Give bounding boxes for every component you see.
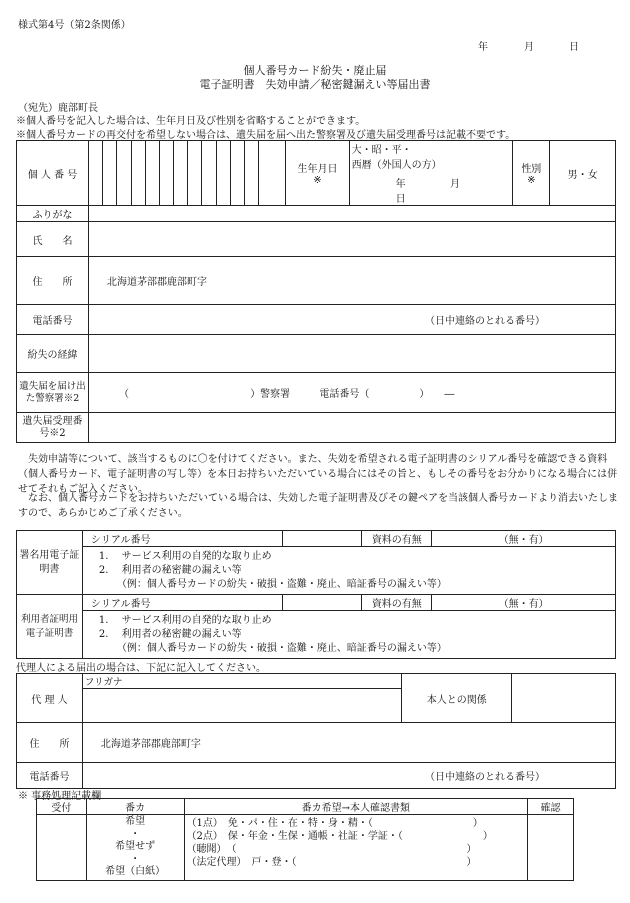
- addressee: （宛先）鹿部町長: [18, 103, 98, 114]
- birth-label: 生年月日: [297, 164, 338, 175]
- digit-box[interactable]: [174, 141, 188, 206]
- office-receipt-field[interactable]: [37, 815, 87, 881]
- sex-value[interactable]: 男・女: [550, 141, 616, 206]
- title-line2: 電子証明書 失効申請／秘密鍵漏えい等届出書: [199, 78, 431, 91]
- date-month-label: 月: [524, 42, 534, 53]
- office-h-docs: 番カ希望→本人確認書類: [184, 799, 528, 815]
- birth-year: 年: [395, 179, 406, 190]
- phone-note: （日中連絡のとれる番号）: [425, 316, 545, 327]
- police-close: ）警察署: [250, 389, 291, 400]
- banka-option-hope[interactable]: 希望: [125, 816, 146, 828]
- cert2-material-value[interactable]: （無・有）: [432, 595, 616, 611]
- office-h-confirm: 確認: [528, 799, 574, 815]
- agent-address-prefix: 北海道茅部郡鹿部町字: [100, 739, 201, 750]
- loss-label: 紛失の経緯: [17, 335, 89, 373]
- police-open: （: [119, 389, 129, 400]
- banka-dot-1: ・: [130, 828, 141, 840]
- cert1-items: [82, 547, 615, 595]
- police-field[interactable]: [89, 373, 616, 413]
- digit-box[interactable]: [145, 141, 159, 206]
- office-banka-cell: [86, 815, 184, 881]
- docs-line-4[interactable]: （法定代理） 戸・登・（ ）: [186, 857, 477, 868]
- name-field[interactable]: [89, 222, 616, 257]
- agent-furigana[interactable]: [82, 674, 401, 689]
- office-title: ※ 事務処理記載欄: [18, 791, 102, 802]
- note-1: ※個人番号を記入した場合は、生年月日及び性別を省略することができます。: [16, 116, 366, 127]
- furigana-field[interactable]: [89, 206, 616, 222]
- instruction-paragraph-2: なお、個人番号カードをお持ちいただいている場合は、失効した電子証明書及びその鍵ペアを当該個人番号カードより消去いたしますので、あらかじめご了承ください。: [18, 493, 618, 519]
- applicant-table: [16, 140, 616, 443]
- loss-field[interactable]: [89, 335, 616, 373]
- birth-value-cell[interactable]: [349, 141, 513, 206]
- cert1-label: 署名用電子証明書: [17, 531, 83, 595]
- docs-line-1[interactable]: （1点） 免・パ・住・在・特・身・精・（ ）: [186, 818, 483, 829]
- agent-relation-field[interactable]: [512, 674, 616, 723]
- era-options: 大・昭・平・: [351, 145, 412, 156]
- cert2-item-1[interactable]: 1. サービス利用の自発的な取り止め: [98, 614, 272, 626]
- kojin-bango-label: 個 人 番 号: [17, 141, 89, 206]
- instruction-paragraph-1: 失効申請等について、該当するものに〇を付けてください。また、失効を希望される電子証明書のシリアル番号を確認できる資料（個人番号カード、電子証明書の写し等）を本日お持ちいただいている場合にはその旨と、もしその番号をお分かりになる場合には併せてそれもご記入ください。: [18, 454, 618, 495]
- sex-mark: ※: [527, 175, 536, 186]
- receipt-label: 遺失届受理番号※2: [17, 413, 89, 443]
- banka-option-no[interactable]: 希望せず: [115, 841, 156, 853]
- birth-ymd: [352, 175, 511, 205]
- phone-label: 電話番号: [17, 305, 89, 335]
- agent-relation-label: 本人との関係: [402, 674, 512, 723]
- birth-month: 月: [449, 179, 460, 190]
- docs-line-3[interactable]: （聴聞） （ ）: [186, 844, 477, 855]
- address-prefix: 北海道茅部郡鹿部町字: [107, 277, 207, 288]
- banka-dot-2: ・: [130, 853, 141, 865]
- office-table: [36, 798, 574, 881]
- office-confirm-field[interactable]: [528, 815, 574, 881]
- phone-field[interactable]: [89, 305, 616, 335]
- docs-line-2[interactable]: （2点） 保・年金・生保・通帳・社証・学証・（ ）: [186, 831, 493, 842]
- agent-note: 代理人による届出の場合は、下記に記入してください。: [16, 663, 266, 674]
- birth-label-cell: [286, 141, 349, 206]
- digit-box[interactable]: [216, 141, 230, 206]
- digit-box[interactable]: [117, 141, 131, 206]
- address-field[interactable]: [89, 257, 616, 305]
- digit-box[interactable]: [103, 141, 117, 206]
- receipt-field[interactable]: [89, 413, 616, 443]
- cert1-material-value[interactable]: （無・有）: [432, 531, 616, 547]
- cert1-item-1[interactable]: 1. サービス利用の自発的な取り止め: [98, 550, 272, 562]
- digit-box[interactable]: [259, 141, 286, 206]
- digit-box[interactable]: [188, 141, 202, 206]
- cert-table: [16, 530, 616, 659]
- agent-address-field[interactable]: [82, 723, 615, 763]
- police-label: 遺失届を届け出た警察署※2: [17, 373, 89, 413]
- address-label: 住 所: [17, 257, 89, 305]
- office-h-banka: 番カ: [86, 799, 184, 815]
- birth-day: 日: [395, 194, 406, 205]
- digit-box[interactable]: [159, 141, 173, 206]
- banka-option-blank[interactable]: 希望（白紙）: [105, 866, 166, 878]
- agent-phone-label: 電話番号: [17, 763, 83, 789]
- name-label: 氏 名: [17, 222, 89, 257]
- cert2-serial-label: シリアル番号: [82, 595, 282, 611]
- digit-box[interactable]: [230, 141, 244, 206]
- note-2: ※個人番号カードの再交付を希望しない場合は、遺失届を届へ出た警察署及び遺失届受理番号は記載不要です。: [16, 130, 516, 141]
- sex-label-cell: [513, 141, 550, 206]
- cert1-item-example: （例：個人番号カードの紛失・破損・盗難・廃止、暗証番号の漏えい等）: [116, 578, 447, 590]
- agent-table: [16, 673, 616, 789]
- form-number: 様式第4号（第2条関係）: [18, 20, 131, 31]
- cert1-serial-label: シリアル番号: [82, 531, 282, 547]
- agent-label: 代 理 人: [17, 674, 83, 723]
- date-year-label: 年: [478, 42, 488, 53]
- sex-label: 性別: [521, 164, 542, 175]
- cert2-items: [82, 611, 615, 659]
- cert2-serial-field[interactable]: [282, 595, 362, 611]
- office-docs-cell: [184, 815, 528, 881]
- cert1-material-label: 資料の有無: [362, 531, 432, 547]
- cert1-item-2[interactable]: 2. 利用者の秘密鍵の漏えい等: [98, 564, 242, 576]
- digit-box[interactable]: [244, 141, 258, 206]
- agent-phone-field[interactable]: [82, 763, 615, 789]
- era-foreign: 西暦（外国人の方）: [351, 160, 442, 171]
- furigana-label: ふりがな: [17, 206, 89, 222]
- office-h-receipt: 受付: [37, 799, 87, 815]
- cert2-material-label: 資料の有無: [362, 595, 432, 611]
- police-phone: 電話番号（ ） ―: [319, 389, 455, 400]
- cert2-label: 利用者証明用電子証明書: [17, 595, 83, 659]
- digit-box[interactable]: [202, 141, 216, 206]
- cert1-serial-field[interactable]: [282, 531, 362, 547]
- digit-box[interactable]: [131, 141, 145, 206]
- agent-name-field[interactable]: [82, 689, 401, 723]
- title-line1: 個人番号カード紛失・廃止届: [243, 64, 387, 77]
- agent-address-label: 住 所: [17, 723, 83, 763]
- agent-furigana-label: フリガナ: [84, 677, 123, 688]
- birth-mark: ※: [313, 175, 322, 186]
- cert2-item-2[interactable]: 2. 利用者の秘密鍵の漏えい等: [98, 628, 242, 640]
- digit-box[interactable]: [89, 141, 103, 206]
- date-day-label: 日: [569, 42, 579, 53]
- cert2-item-example: （例：個人番号カードの紛失・破損・盗難・廃止、暗証番号の漏えい等）: [116, 642, 447, 654]
- agent-phone-note: （日中連絡のとれる番号）: [425, 772, 545, 783]
